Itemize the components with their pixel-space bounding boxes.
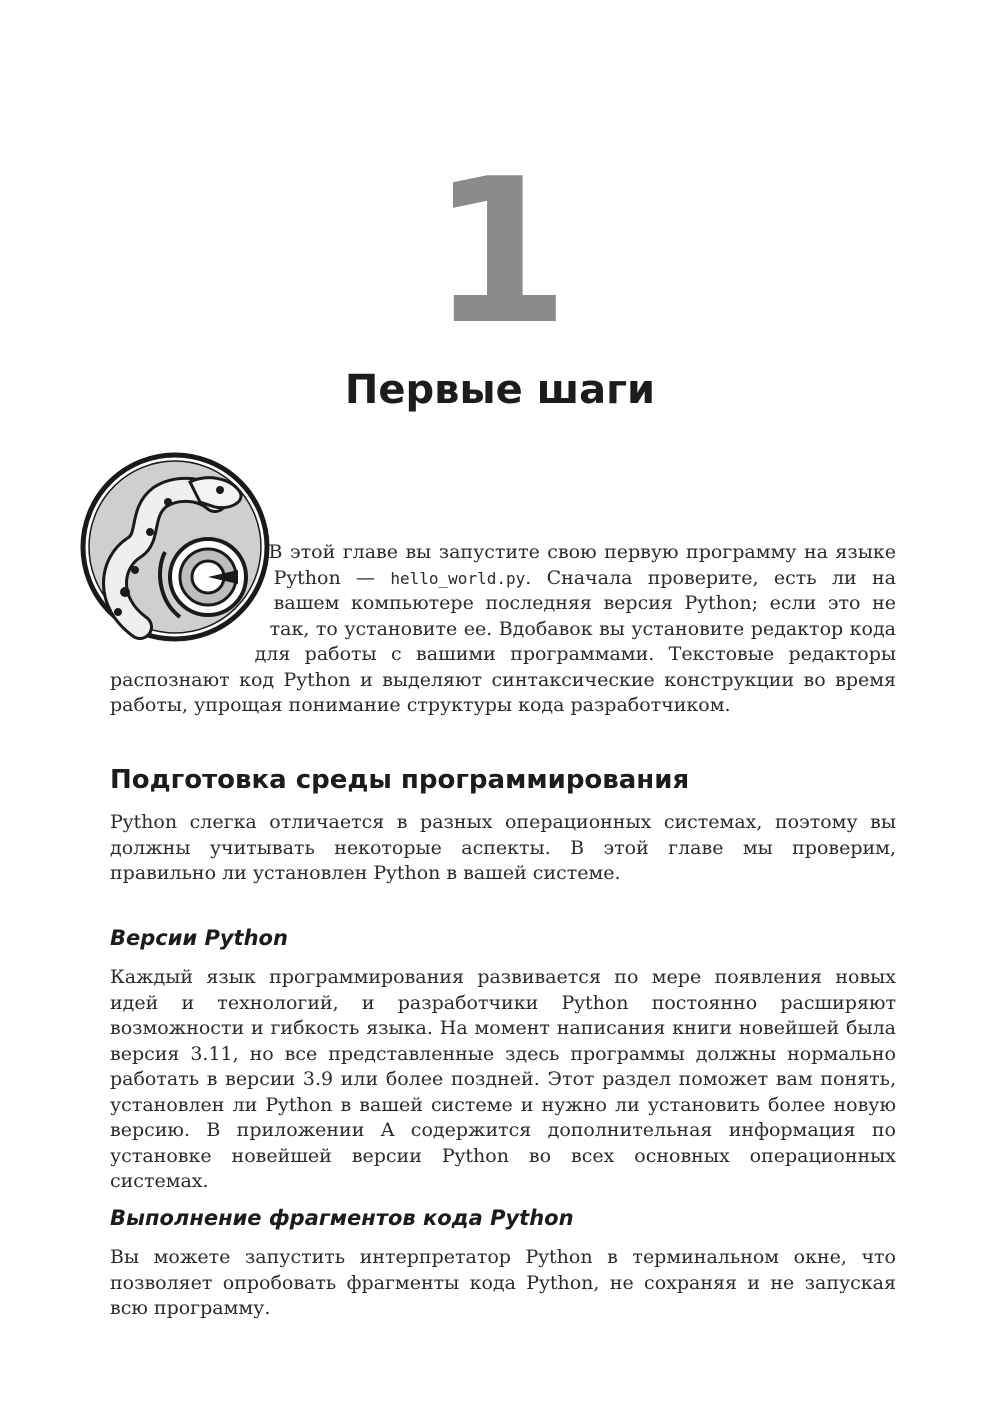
subsection-paragraph-snippets: Вы можете запустить интерпретатор Python в терминальном окне, что позволяет опробовать фрагменты кода Python, не сохраняя и не запуская всю программу. <box>110 1246 896 1319</box>
intro-paragraph: В этой главе вы запустите свою первую программу на языке Python — hello_world.py. Сначала проверите, есть ли на вашем компьютере последняя версия Python; если это не так, то установите ее. Вдобавок вы установите редактор кода для работы с вашими программами. Текстовые редакторы распознают код Python и выделяют синтаксические конструкции во время работы, упрощая понимание структуры кода разработчиком. <box>110 541 896 716</box>
chapter-number: 1 <box>430 136 570 369</box>
section-heading: Подготовка среды программирования <box>110 765 690 795</box>
code-filename: hello_world.py <box>390 568 526 588</box>
subsection-paragraph-versions: Каждый язык программирования развивается по мере появления новых идей и технологий, и разработчики Python постоянно расширяют возможности и гибкость языка. На момент написания книги новейшей была версия 3.11, но все представленные здесь программы должны нормально работать в версии 3.9 или более поздней. Этот раздел поможет вам понять, установлен ли Python в вашей системе и нужно ли установить более новую версию. В приложении A содержится дополнительная информация по установке новейшей версии Python во всех основных операционных системах. <box>110 966 896 1192</box>
section-paragraph: Python слегка отличается в разных операционных системах, поэтому вы должны учитывать некоторые аспекты. В этой главе мы проверим, правильно ли установлен Python в вашей системе. <box>110 811 896 884</box>
subsection-heading-snippets: Выполнение фрагментов кода Python <box>110 1206 574 1230</box>
chapter-title: Первые шаги <box>344 367 656 413</box>
subsection-heading-versions: Версии Python <box>110 926 288 950</box>
